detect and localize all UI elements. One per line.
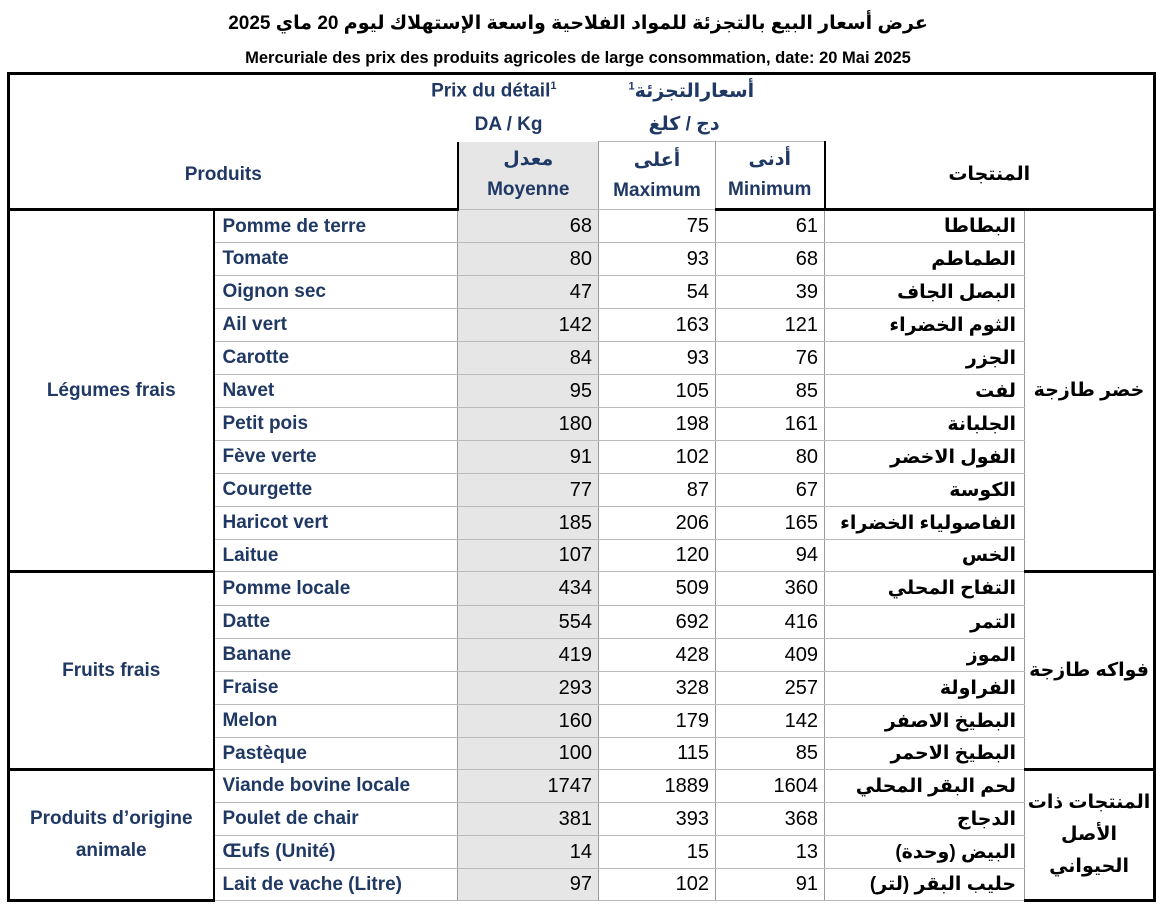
price-maximum: 102 [599,441,716,474]
product-name-ar: الفول الاخضر [825,441,1025,474]
group-label-fr: Fruits frais [9,572,214,770]
group-label-fr: Légumes frais [9,210,214,572]
price-minimum: 85 [716,375,825,408]
product-name-ar: الجلبانة [825,408,1025,441]
product-name-ar: الدجاج [825,803,1025,836]
price-minimum: 61 [716,210,825,243]
price-minimum: 80 [716,441,825,474]
price-moyenne: 77 [458,474,599,507]
col-maximum-header: أعلى Maximum [599,142,716,210]
product-name-fr: Lait de vache (Litre) [214,869,458,901]
product-name-fr: Courgette [214,474,458,507]
price-maximum: 102 [599,869,716,901]
price-maximum: 87 [599,474,716,507]
price-minimum: 68 [716,243,825,276]
price-maximum: 198 [599,408,716,441]
price-maximum: 93 [599,342,716,375]
price-moyenne: 80 [458,243,599,276]
product-name-ar: البصل الجاف [825,276,1025,309]
price-maximum: 75 [599,210,716,243]
price-moyenne: 554 [458,606,599,639]
price-minimum: 121 [716,309,825,342]
header-row-3 [9,142,1155,210]
price-moyenne: 84 [458,342,599,375]
price-maximum: 120 [599,540,716,572]
price-moyenne: 47 [458,276,599,309]
product-name-ar: لفت [825,375,1025,408]
header-row-1 [9,74,1155,108]
product-name-fr: Laitue [214,540,458,572]
product-name-fr: Petit pois [214,408,458,441]
product-name-ar: البطاطا [825,210,1025,243]
price-maximum: 328 [599,672,716,705]
price-minimum: 13 [716,836,825,869]
price-minimum: 368 [716,803,825,836]
price-moyenne: 68 [458,210,599,243]
price-minimum: 67 [716,474,825,507]
price-moyenne: 434 [458,572,599,606]
header-row-2 [9,108,1155,142]
price-maximum: 393 [599,803,716,836]
table-row [9,210,1155,243]
product-name-fr: Banane [214,639,458,672]
product-name-ar: الثوم الخضراء [825,309,1025,342]
product-name-fr: Pomme locale [214,572,458,606]
price-maximum: 93 [599,243,716,276]
price-maximum: 1889 [599,770,716,803]
product-name-fr: Datte [214,606,458,639]
price-maximum: 105 [599,375,716,408]
title-arabic: عرض أسعار البيع بالتجزئة للمواد الفلاحية واسعة الإستهلاك ليوم 20 ماي 2025 [228,13,928,34]
product-name-fr: Fraise [214,672,458,705]
price-maximum: 115 [599,738,716,770]
price-moyenne: 185 [458,507,599,540]
produits-fr: Produits [9,142,458,210]
product-name-fr: Viande bovine locale [214,770,458,803]
price-moyenne: 142 [458,309,599,342]
product-name-fr: Oignon sec [214,276,458,309]
product-name-ar: الفراولة [825,672,1025,705]
price-moyenne: 180 [458,408,599,441]
price-minimum: 409 [716,639,825,672]
price-moyenne: 97 [458,869,599,901]
product-name-ar: البطيخ الاحمر [825,738,1025,770]
product-name-ar: حليب البقر (لتر) [825,869,1025,901]
product-name-fr: Œufs (Unité) [214,836,458,869]
product-name-fr: Carotte [214,342,458,375]
product-name-ar: الجزر [825,342,1025,375]
title-french: Mercuriale des prix des produits agricoles de large consommation, date: 20 Mai 2025 [245,49,911,67]
price-moyenne: 160 [458,705,599,738]
unit-fr: DA / Kg [9,108,599,142]
price-maximum: 15 [599,836,716,869]
price-minimum: 416 [716,606,825,639]
product-name-ar: البطيخ الاصفر [825,705,1025,738]
price-moyenne: 100 [458,738,599,770]
product-name-fr: Ail vert [214,309,458,342]
product-name-fr: Fève verte [214,441,458,474]
price-moyenne: 419 [458,639,599,672]
price-maximum: 692 [599,606,716,639]
produits-ar: المنتجات [825,142,1155,210]
price-maximum: 54 [599,276,716,309]
price-minimum: 39 [716,276,825,309]
price-minimum: 91 [716,869,825,901]
col-minimum-header: أدنى Minimum [716,142,825,210]
table-row [9,770,1155,803]
price-minimum: 142 [716,705,825,738]
product-name-ar: الطماطم [825,243,1025,276]
group-label-ar: المنتجات ذات الأصل الحيواني [1025,770,1155,901]
price-moyenne: 293 [458,672,599,705]
product-name-fr: Melon [214,705,458,738]
price-moyenne: 14 [458,836,599,869]
price-moyenne: 1747 [458,770,599,803]
col-moyenne-header: معدل Moyenne [458,142,599,210]
group-label-fr: Produits d’origine animale [9,770,214,901]
table-row [9,572,1155,606]
price-minimum: 94 [716,540,825,572]
group-label-ar: فواكه طازجة [1025,572,1155,770]
price-maximum: 509 [599,572,716,606]
price-maximum: 206 [599,507,716,540]
price-maximum: 179 [599,705,716,738]
price-moyenne: 91 [458,441,599,474]
prix-detail-ar: أسعارالتجزئة$^1$ [599,74,1025,108]
price-moyenne: 381 [458,803,599,836]
unit-ar: دج / كلغ [648,113,720,135]
product-name-ar: الموز [825,639,1025,672]
price-moyenne: 107 [458,540,599,572]
price-maximum: 428 [599,639,716,672]
product-name-ar: البيض (وحدة) [825,836,1025,869]
price-minimum: 1604 [716,770,825,803]
product-name-fr: Poulet de chair [214,803,458,836]
product-name-fr: Haricot vert [214,507,458,540]
product-name-fr: Tomate [214,243,458,276]
price-minimum: 161 [716,408,825,441]
product-name-fr: Navet [214,375,458,408]
product-name-ar: الكوسة [825,474,1025,507]
price-minimum: 165 [716,507,825,540]
price-minimum: 85 [716,738,825,770]
price-moyenne: 95 [458,375,599,408]
price-maximum: 163 [599,309,716,342]
price-table [7,72,1156,902]
product-name-ar: لحم البقر المحلي [825,770,1025,803]
product-name-ar: الخس [825,540,1025,572]
product-name-fr: Pastèque [214,738,458,770]
price-minimum: 257 [716,672,825,705]
price-minimum: 76 [716,342,825,375]
prix-detail-fr: Prix du détail$^1$ [9,74,599,108]
product-name-ar: التفاح المحلي [825,572,1025,606]
product-name-fr: Pomme de terre [214,210,458,243]
price-minimum: 360 [716,572,825,606]
product-name-ar: التمر [825,606,1025,639]
group-label-ar: خضر طازجة [1025,210,1155,572]
product-name-ar: الفاصولياء الخضراء [825,507,1025,540]
